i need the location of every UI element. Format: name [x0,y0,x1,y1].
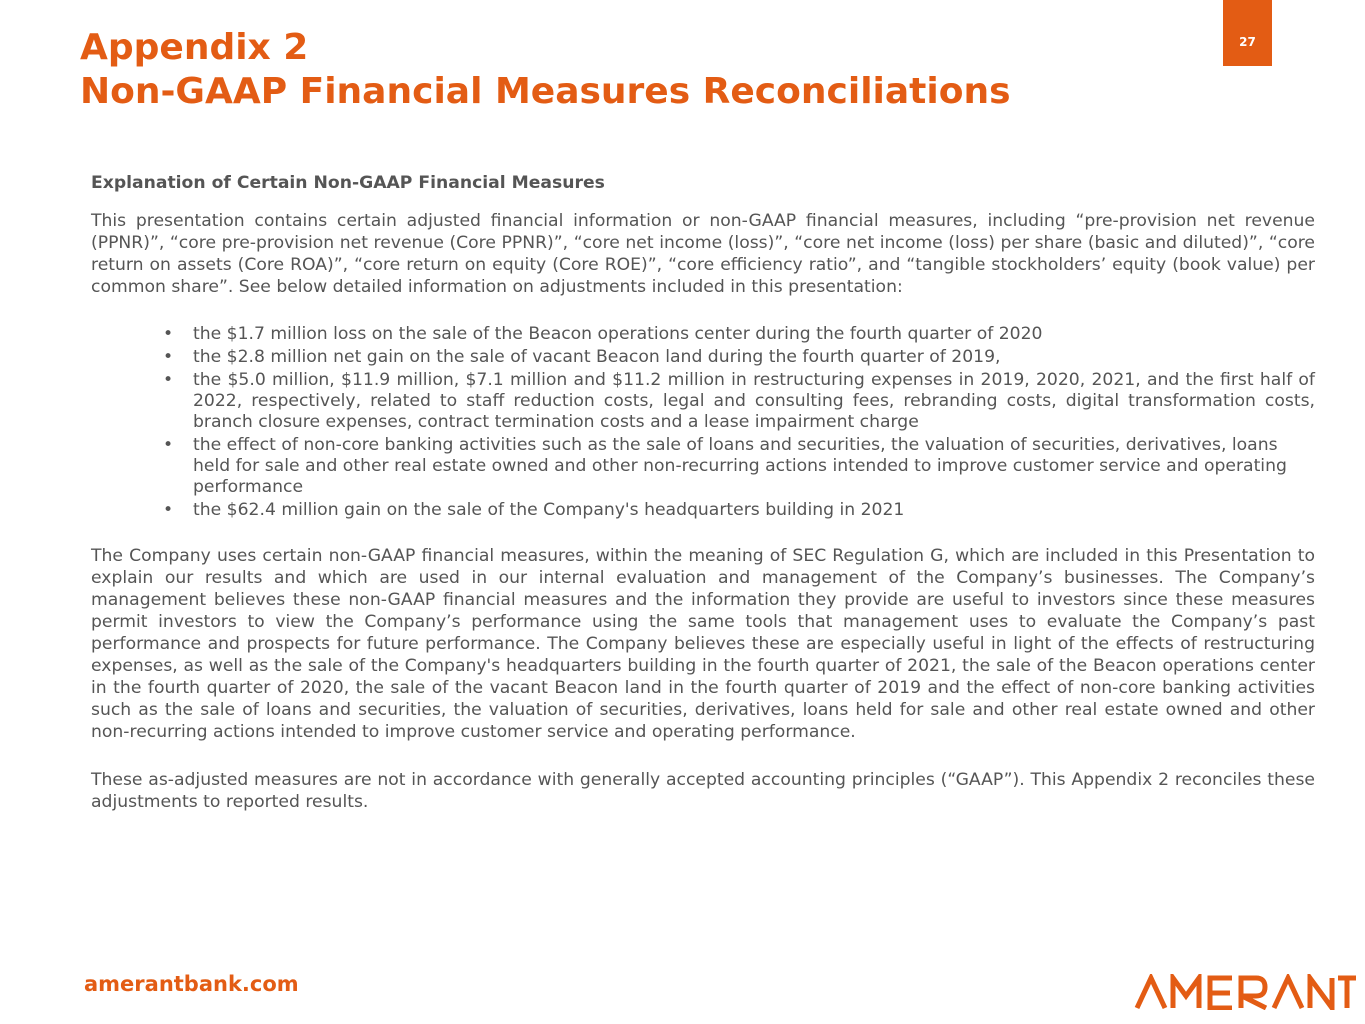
list-item: • the $1.7 million loss on the sale of the Beacon operations center during the fourth quarter of 2020 [193,324,1315,345]
list-item: • the $2.8 million net gain on the sale of vacant Beacon land during the fourth quarter of 2019, [193,347,1315,368]
section-heading: Explanation of Certain Non-GAAP Financial Measures [91,173,605,193]
page-title [80,26,1011,114]
amerant-logo [1134,974,1356,1010]
gaap-paragraph: These as-adjusted measures are not in accordance with generally accepted accounting principles (“GAAP”). This Appendix 2 reconciles these adjustments to reported results. [91,770,1315,812]
page-number-badge: 27 [1223,0,1272,66]
list-item: • the $62.4 million gain on the sale of the Company's headquarters building in 2021 [193,500,1315,521]
logo-text: AMERANT [1134,974,1139,975]
adjustments-list [91,324,1315,521]
usage-paragraph: The Company uses certain non-GAAP financial measures, within the meaning of SEC Regulation G, which are included in this Presentation to explain our results and which are used in our internal evaluation and management of the Company’s businesses. The Company’s management believes these non-GAAP financial measures and the information they provide are useful to investors since these measures permit investors to view the Company’s performance using the same tools that management uses to evaluate the Company’s past performance and prospects for future performance. The Company believes these are especially useful in light of the effects of restructuring expenses, as well as the sale of the Company's headquarters building in the fourth quarter of 2021, the sale of the Beacon operations center in the fourth quarter of 2020, the sale of the vacant Beacon land in the fourth quarter of 2019 and the effect of non-core banking activities such as the sale of loans and securities, the valuation of securities, derivatives, loans held for sale and other real estate owned and other non-recurring actions intended to improve customer service and operating performance. [91,546,1315,742]
list-item: • the $5.0 million, $11.9 million, $7.1 million and $11.2 million in restructuring expenses in 2019, 2020, 2021, and the first half of 2022, respectively, related to staff reduction costs, legal and consulting fees, rebranding costs, digital transformation costs, branch closure expenses, contract termination costs and a lease impairment charge [193,370,1315,433]
main-content [91,172,1315,813]
intro-paragraph: This presentation contains certain adjusted financial information or non-GAAP financial measures, including “pre-provision net revenue (PPNR)”, “core pre-provision net revenue (Core PPNR)”, “core net income (loss)”, “core net income (loss) per share (basic and diluted)”, “core return on assets (Core ROA)”, “core return on equity (Core ROE)”, “core efficiency ratio”, and “tangible stockholders’ equity (book value) per common share”. See below detailed information on adjustments included in this presentation: [91,211,1315,297]
website-link[interactable]: amerantbank.com [84,972,299,996]
list-item: • the effect of non-core banking activities such as the sale of loans and securities, the valuation of securities, derivatives, loans held for sale and other real estate owned and other non-recurring actions intended to improve customer service and operating performance [193,435,1315,498]
title-line-1: Appendix 2 [80,27,309,68]
title-line-2: Non-GAAP Financial Measures Reconciliations [80,71,1011,112]
